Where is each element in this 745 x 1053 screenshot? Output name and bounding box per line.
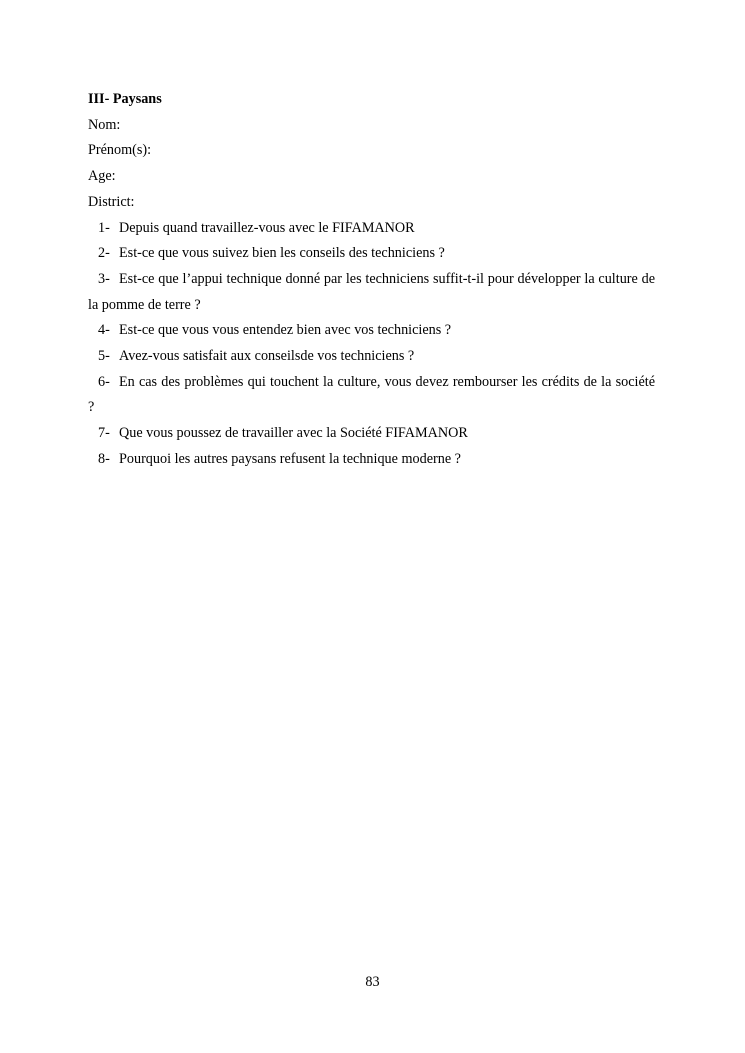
- question-item: [88, 267, 655, 318]
- question-text: Que vous poussez de travailler avec la Société FIFAMANOR: [119, 425, 468, 442]
- question-text: Depuis quand travaillez-vous avec le FIFAMANOR: [119, 219, 415, 236]
- question-item: [88, 216, 655, 242]
- question-number: 4-: [98, 322, 110, 339]
- question-text: Avez-vous satisfait aux conseilsde vos techniciens ?: [119, 348, 415, 365]
- question-item: [88, 421, 655, 447]
- page-number: 83: [365, 974, 380, 990]
- question-text: Est-ce que vous vous entendez bien avec vos techniciens ?: [119, 322, 452, 339]
- question-text: Est-ce que vous suivez bien les conseils des techniciens ?: [119, 245, 445, 262]
- question-text: Pourquoi les autres paysans refusent la technique moderne ?: [119, 450, 461, 467]
- field-age: Age:: [88, 168, 116, 185]
- question-list: [88, 216, 655, 473]
- question-item: [88, 241, 655, 267]
- question-text: Est-ce que l’appui technique donné par les techniciens suffit-t-il pour développer la culture de la pomme de terre ?: [88, 270, 655, 313]
- questionnaire-section: [88, 87, 655, 473]
- question-item: [88, 370, 655, 421]
- question-number: 2-: [98, 245, 110, 262]
- question-number: 1-: [98, 219, 110, 236]
- question-number: 6-: [98, 373, 110, 390]
- question-text: En cas des problèmes qui touchent la culture, vous devez rembourser les crédits de la société ?: [88, 373, 655, 416]
- question-item: [88, 344, 655, 370]
- question-number: 3-: [98, 270, 110, 287]
- question-number: 5-: [98, 348, 110, 365]
- field-prenoms: Prénom(s):: [88, 142, 152, 159]
- field-nom: Nom:: [88, 116, 121, 133]
- question-item: [88, 447, 655, 473]
- section-title: III- Paysans: [88, 91, 162, 107]
- question-item: [88, 318, 655, 344]
- question-number: 8-: [98, 450, 110, 467]
- question-number: 7-: [98, 425, 110, 442]
- field-district: District:: [88, 193, 135, 210]
